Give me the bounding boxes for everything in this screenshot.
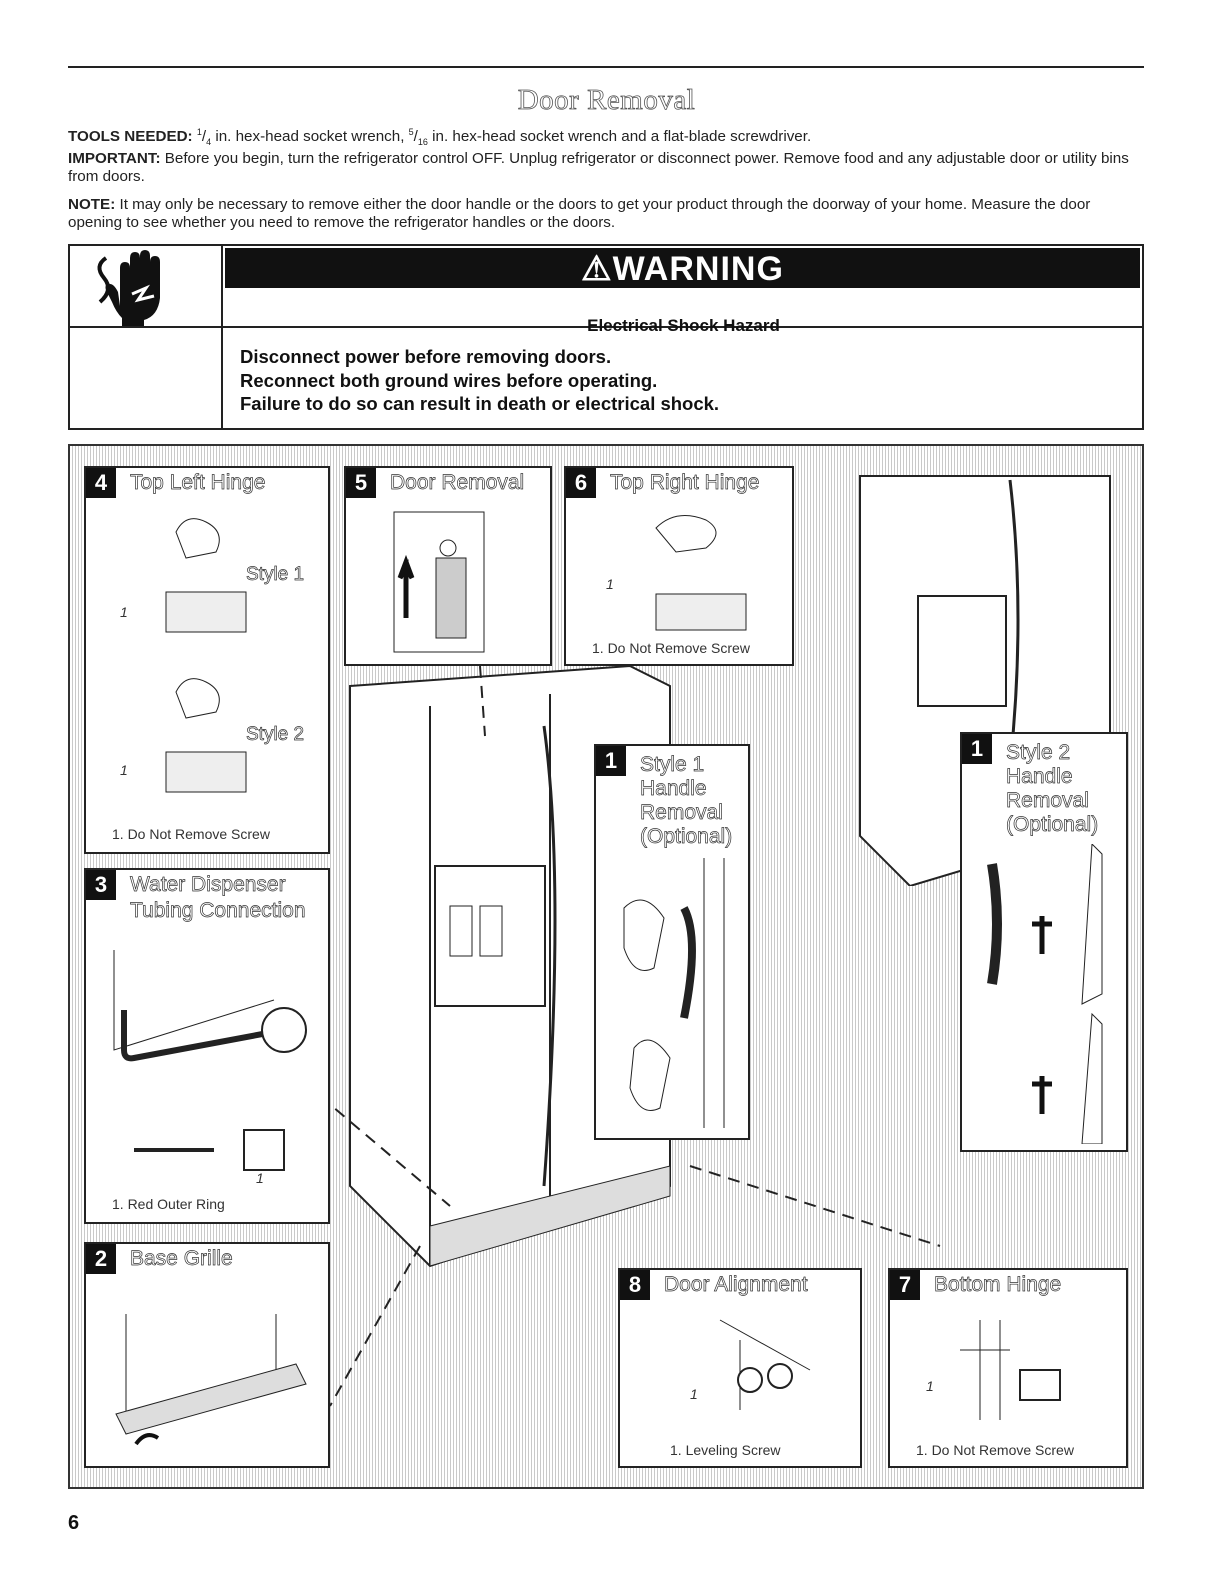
- panel-top-right-hinge: [564, 466, 794, 666]
- panel-title-2: Tubing Connection: [130, 899, 306, 922]
- label-line-1: Style 1: [640, 753, 705, 776]
- step-number: 5: [346, 468, 376, 498]
- panel-base-grille: [84, 1242, 330, 1468]
- warning-lines: [240, 345, 719, 416]
- callout-1: 1: [926, 1378, 934, 1394]
- alert-triangle-icon: ⚠: [581, 250, 613, 288]
- page-title: Door Removal: [517, 84, 696, 116]
- panel-title: Top Right Hinge: [610, 471, 760, 494]
- panel-top-left-hinge: [84, 466, 330, 854]
- panel-style2-handle-removal: [960, 732, 1128, 1152]
- warning-line-2: Reconnect both ground wires before operating.: [240, 369, 658, 391]
- fraction-quarter: $^1/_4$: [196, 127, 212, 148]
- callout-1: 1: [256, 1170, 264, 1186]
- step-number: 6: [566, 468, 596, 498]
- callout-1: 1: [690, 1386, 698, 1402]
- handle-removal-illustration: [972, 844, 1122, 1144]
- important-label: IMPORTANT:: [68, 150, 161, 167]
- panel-caption: 1. Red Outer Ring: [112, 1196, 225, 1212]
- panel-title: Top Left Hinge: [130, 471, 266, 494]
- panel-title: Door Alignment: [664, 1273, 808, 1296]
- panel-caption: 1. Do Not Remove Screw: [112, 826, 270, 842]
- panel-door-alignment: [618, 1268, 862, 1468]
- label-line-2: Handle: [640, 777, 707, 800]
- important-paragraph: IMPORTANT: Before you begin, turn the refrigerator control OFF. Unplug refrigerator or disconnect power. Remove food and any adjustable door or utility bins from doors.: [68, 150, 1129, 185]
- warning-line-1: Disconnect power before removing doors.: [240, 346, 612, 367]
- step-number: 3: [86, 870, 116, 900]
- step-number: 8: [620, 1270, 650, 1300]
- panel-title: Bottom Hinge: [934, 1273, 1062, 1296]
- callout-1: 1: [606, 576, 614, 592]
- callout-1: 1: [120, 604, 128, 620]
- label-line-4: (Optional): [640, 825, 733, 848]
- label-line-2: Handle: [1006, 765, 1073, 788]
- bottom-hinge-illustration: [950, 1310, 1110, 1430]
- style-1-label: Style 1: [246, 564, 305, 585]
- step-number: 1: [962, 734, 992, 764]
- tubing-connection-illustration: [104, 940, 324, 1190]
- fraction-five-sixteenths: $^5/_{16}$: [408, 127, 428, 148]
- panel-bottom-hinge: [888, 1268, 1128, 1468]
- tools-needed-paragraph: TOOLS NEEDED: $^1/_4$ in. hex-head socket wrench, $^5/_{16}$ in. hex-head socket wrench and a flat-blade screwdriver.: [68, 127, 812, 148]
- panel-title: Door Removal: [390, 471, 525, 494]
- illustration-area: [68, 444, 1144, 1489]
- panel-caption: 1. Leveling Screw: [670, 1442, 781, 1458]
- warning-divider: [221, 244, 223, 430]
- label-line-3: Removal: [640, 801, 723, 824]
- panel-caption: 1. Do Not Remove Screw: [916, 1442, 1074, 1458]
- callout-1b: 1: [120, 762, 128, 778]
- page-number: 6: [68, 1512, 80, 1534]
- step-number: 1: [596, 746, 626, 776]
- warning-top-border: [68, 244, 1144, 246]
- person-removing-door-illustration: [386, 508, 516, 658]
- tools-label: TOOLS NEEDED:: [68, 128, 193, 146]
- step-number: 7: [890, 1270, 920, 1300]
- top-rule: [68, 66, 1144, 68]
- panel-title-1: Water Dispenser: [130, 873, 286, 896]
- label-line-3: Removal: [1006, 789, 1089, 812]
- step-number: 2: [86, 1244, 116, 1274]
- hinge-illustration: [626, 508, 766, 638]
- note-paragraph: NOTE: It may only be necessary to remove either the door handle or the doors to get your product through the doorway of your home. Measure the door opening to see whether you need to remove the refrigerator handles or the doors.: [68, 196, 1091, 231]
- warning-hazard: Electrical Shock Hazard: [587, 316, 780, 335]
- handle-removal-illustration: [604, 858, 744, 1128]
- panel-title: Base Grille: [130, 1247, 233, 1270]
- note-label: NOTE:: [68, 196, 116, 213]
- warning-line-3: Failure to do so can result in death or electrical shock.: [240, 393, 720, 414]
- label-line-1: Style 2: [1006, 741, 1071, 764]
- door-alignment-illustration: [700, 1310, 840, 1430]
- style-2-label: Style 2: [246, 724, 305, 745]
- panel-water-dispenser: [84, 868, 330, 1224]
- panel-style1-handle-removal: [594, 744, 750, 1140]
- step-number: 4: [86, 468, 116, 498]
- label-line-4: (Optional): [1006, 813, 1099, 836]
- panel-door-removal: [344, 466, 552, 666]
- warning-banner: ⚠WARNING: [225, 248, 1140, 288]
- panel-caption: 1. Do Not Remove Screw: [592, 640, 750, 656]
- base-grille-illustration: [106, 1304, 316, 1454]
- hinge-illustration: [146, 512, 276, 812]
